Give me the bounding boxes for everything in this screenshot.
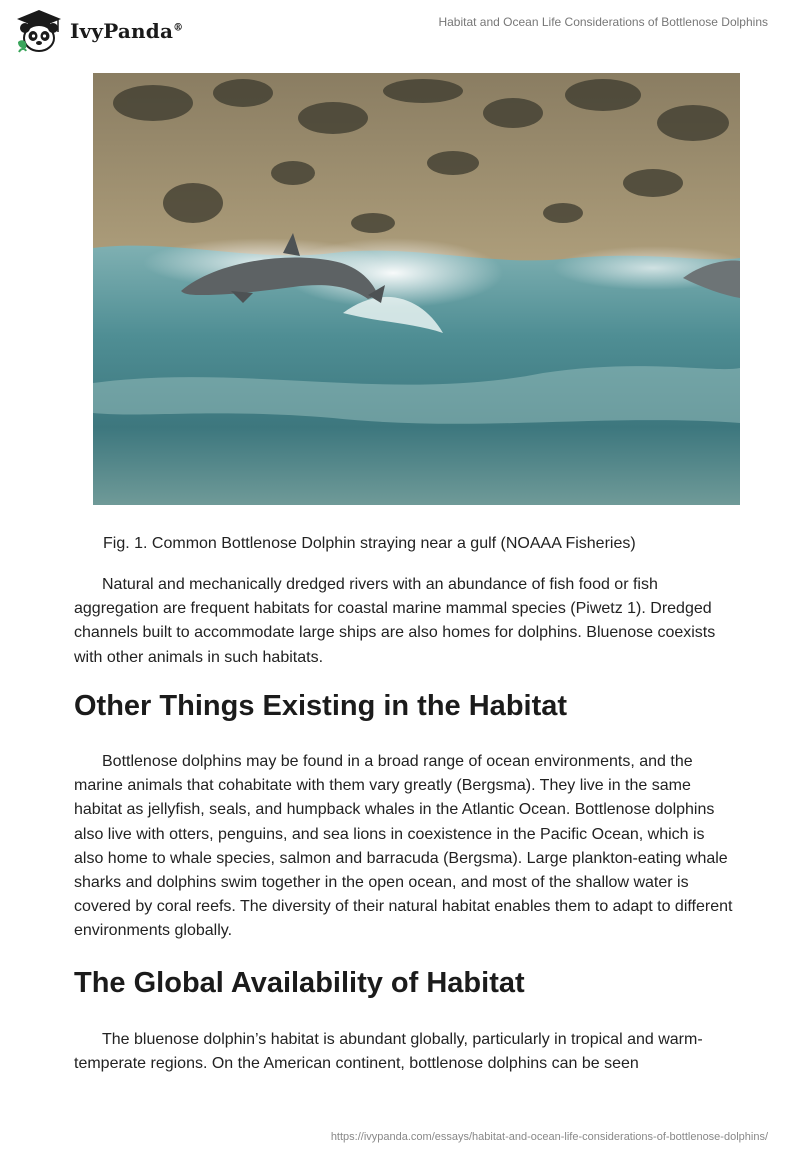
dolphin-photo bbox=[93, 73, 740, 505]
section-heading-other-things: Other Things Existing in the Habitat bbox=[74, 690, 568, 722]
body-paragraph-1: Natural and mechanically dredged rivers with an abundance of fish food or fish aggregation are frequent habitats for coastal marine mammal species (Piwetz 1). Dredged channels built to accommodate large ships are also homes for dolphins. Bluenose coexists with other animals in such habitats. bbox=[74, 576, 716, 666]
page-header bbox=[0, 0, 800, 64]
document-title: Habitat and Ocean Life Considerations of Bottlenose Dolphins bbox=[438, 15, 768, 29]
figure-caption: Fig. 1. Common Bottlenose Dolphin straying near a gulf (NOAAA Fisheries) bbox=[103, 535, 636, 552]
body-paragraph-2: Bottlenose dolphins may be found in a broad range of ocean environments, and the marine animals that cohabitate with them vary greatly (Bergsma). They live in the same habitat as jellyfish, seals, and humpback whales in the Atlantic Ocean. Bottlenose dolphins also live with otters, penguins, and sea lions in coexistence in the Pacific Ocean, which is also home to whale species, salmon and barracuda (Bergsma). Large plankton-eating whale sharks and dolphins swim together in the open ocean, and most of the shallow water is covered by coral reefs. The diversity of their natural habitat enables them to adapt to different environments globally. bbox=[74, 753, 733, 940]
dolphin-photo-illustration bbox=[93, 73, 740, 505]
source-url-link[interactable]: https://ivypanda.com/essays/habitat-and-ocean-life-considerations-of-bottlenose-dolphins/ bbox=[330, 1131, 768, 1143]
section-heading-global-availability: The Global Availability of Habitat bbox=[74, 967, 525, 999]
brand-name: IvyPanda® bbox=[70, 19, 184, 43]
panda-graduate-icon bbox=[14, 8, 64, 54]
body-paragraph-3: The bluenose dolphin’s habitat is abundant globally, particularly in tropical and warm-temperate regions. On the American continent, bottlenose dolphins can be seen bbox=[74, 1031, 703, 1073]
brand-logo[interactable] bbox=[14, 8, 183, 54]
